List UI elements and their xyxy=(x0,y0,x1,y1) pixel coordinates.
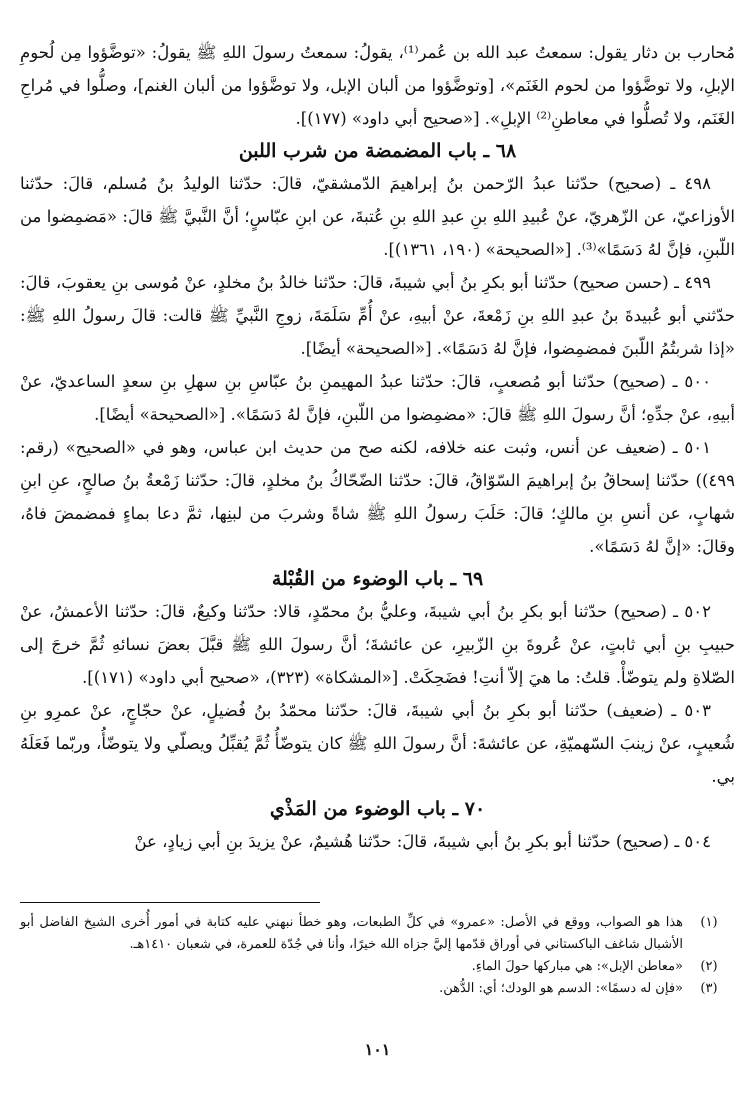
footnote-text: هذا هو الصواب، ووقع في الأصل: «عمرو» في كلِّ الطبعات، وهو خطأ نبهني عليه كتابة في أمور أُخرى الشيخ الفاضل أبو الأشبال شاغف الباكستاني في أوراق قدّمها إليَّ جزاه الله خيرًا، وأنا في جُدّة للعمرة، في شعبان ١٤١٠هـ. xyxy=(20,915,683,952)
hadith-503: ٥٠٣ ـ (ضعيف) حدّثنا أبو بكرِ بنُ أبي شيبةَ، قالَ: حدّثنا محمّدُ بنُ فُضيلٍ، عنْ حجّاجٍ، عنْ عمرِو بنِ شُعيبٍ، عنْ زينبَ السّهميّةِ، عن عائشةَ: أنَّ رسولَ اللهِ ﷺ كان يتوضّأُ ثُمَّ يُقبِّلُ ويصلّي ولا يتوضّأُ، وربّما فَعَلَهُ بي. xyxy=(20,701,735,786)
hadith-501: ٥٠١ ـ (ضعيف عن أنس، وثبت عنه خلافه، لكنه صح من حديث ابن عباس، وهو في «الصحيح» (رقم: ٤٩٩)) حدّثنا إسحاقُ بنُ إبراهيمَ السّوّاقُ، قالَ: حدّثنا الضّحّاكُ بنُ مخلدٍ، قالَ: حدّثنا زَمْعةُ بنُ صالحٍ، عنِ ابنِ شهابٍ، عن أنسِ بنِ مالكٍ؛ قالَ: حَلَبَ رسولُ اللهِ ﷺ شاةً وشربَ من لبنِها، ثمَّ دعا بماءٍ فمضمضَ فاهُ، وقالَ: «إنَّ لهُ دَسَمًا». xyxy=(20,438,735,556)
chapter-heading-69: ٦٩ ـ باب الوضوء من القُبْلة xyxy=(271,568,484,590)
hadith-504: ٥٠٤ ـ (صحيح) حدّثنا أبو بكرِ بنُ أبي شيبةَ، قالَ: حدّثنا هُشيمٌ، عنْ يزيدَ بنِ أبي زيادٍ، عنْ xyxy=(134,832,711,851)
hadith-502: ٥٠٢ ـ (صحيح) حدّثنا أبو بكرِ بنُ أبي شيبةَ، وعليُّ بنُ محمّدٍ، قالا: حدّثنا وكيعٌ، قالَ: حدّثنا الأعمشُ، عنْ حبيبِ بنِ أبي ثابتٍ، عنْ عُروةَ بنِ الزّبيرِ، عن عائشةَ؛ أنَّ رسولَ اللهِ ﷺ قبَّلَ بعضَ نسائهِ ثُمَّ خرجَ إلى الصّلاةِ ولم يتوضّأْ. قلتُ: ما هيَ إلاّ أنتِ! فضَحِكَتْ. [«المشكاة» (٣٢٣)، «صحيح أبي داود» (١٧١)]. xyxy=(20,602,735,687)
hadith-499: ٤٩٩ ـ (حسن صحيح) حدّثنا أبو بكرِ بنُ أبي شيبةَ، قالَ: حدّثنا خالدُ بنُ مخلدٍ، عنْ مُوسى بنِ يعقوبَ، قالَ: حدّثني أبو عُبيدةَ بنُ عبدِ اللهِ بنِ زَمْعةَ، عنْ أبيهِ، عنْ أُمِّ سَلَمَةَ، زوجِ النَّبيِّ ﷺ قالت: قالَ رسولُ اللهِ ﷺ: «إذا شربتُمُ اللّبنَ فمضمِضوا، فإنَّ لهُ دَسَمًا». [«الصحيحة» أيضًا]. xyxy=(20,273,735,358)
hadith-500: ٥٠٠ ـ (صحيح) حدّثنا أبو مُصعبٍ، قالَ: حدّثنا عبدُ المهيمنِ بنُ عبّاسِ بنِ سهلِ بنِ سعدٍ الساعديّ، عنْ أبيهِ، عنْ جدِّهِ؛ أنَّ رسولَ اللهِ ﷺ قالَ: «مضمِضوا من اللّبنِ، فإنَّ لهُ دَسَمًا». [«الصحيحة» أيضًا]. xyxy=(20,372,735,424)
footnote-divider xyxy=(20,902,320,903)
footnotes xyxy=(20,912,735,1000)
chapter-heading-68: ٦٨ ـ باب المضمضة من شرب اللبن xyxy=(238,140,517,162)
footnote-3 xyxy=(20,978,735,1000)
page-number: ١٠١ xyxy=(364,1040,391,1059)
main-text xyxy=(20,36,735,858)
chapter-heading-70: ٧٠ ـ باب الوضوء من المَذْي xyxy=(269,798,486,820)
footnote-number: (٣) xyxy=(700,981,718,996)
footnote-number: (٢) xyxy=(700,959,718,974)
footnote-text: «فإن له دسمًا»: الدسم هو الودك؛ أي: الدُّهن. xyxy=(439,981,683,996)
footnote-2 xyxy=(20,956,735,978)
hadith-498: ٤٩٨ ـ (صحيح) حدّثنا عبدُ الرّحمن بنُ إبراهيمَ الدّمشقيّ، قالَ: حدّثنا الوليدُ بنُ مُسلم، قالَ: حدّثنا الأوزاعيّ، عن الزّهريّ، عنْ عُبيدِ اللهِ بنِ عبدِ اللهِ بنِ عُتبةَ، عن ابنِ عبّاسٍ؛ أنَّ النَّبيَّ ﷺ قالَ: «مَضمِضوا من اللّبنِ، فإنَّ لهُ دَسَمًا»⁽³⁾. [«الصحيحة» (١٩٠، ١٣٦١)]. xyxy=(20,174,735,259)
footnote-number: (١) xyxy=(700,915,718,930)
footnote-1 xyxy=(20,912,735,956)
continued-paragraph: مُحارب بن دثار يقول: سمعتُ عبد الله بن عُمر⁽¹⁾، يقولُ: سمعتُ رسولَ اللهِ ﷺ يقولُ: «توضَّؤوا مِن لُحومِ الإبلِ، ولا توضَّؤوا من لحوم الغَنَم»، [وتوضَّؤوا من ألبان الإبل، ولا توضَّؤوا من ألبان الغنم]، وصلُّوا في مُراحِ الغَنَم، ولا تُصلُّوا في معاطنِ⁽²⁾ الإبلِ». [«صحيح أبي داود» (١٧٧)]. xyxy=(20,43,735,128)
footnote-text: «معاطن الإبل»: هي مباركها حولَ الماءِ. xyxy=(471,959,683,974)
